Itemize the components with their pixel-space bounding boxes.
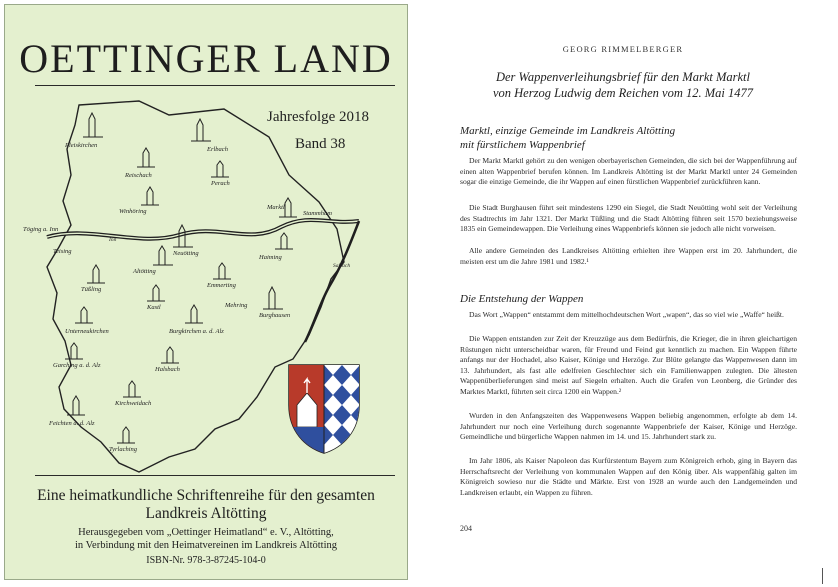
- paragraph: Im Jahr 1806, als Kaiser Napoleon das Kurfürstentum Bayern zum Königreich erhob, ging in Bayern das Herrschaftsrecht der Verleihung von kommunalen Wappen auf den König über. Als wappenfähig galten im Königreich sowieso nur die Städte und Märkte. Erst von 1928 an wurde auch den Landgemeinden und Landkreisen erlaubt, ein Wappen zu führen.: [460, 456, 797, 497]
- river-salzach: [305, 221, 359, 342]
- paragraph: Das Wort „Wappen“ entstammt dem mittelhochdeutschen Wort „wapen“, das so viel wie „Waffe“ heißt.: [469, 310, 784, 319]
- village-emmerting-icon: [213, 263, 231, 279]
- village-halsbach-icon: [161, 347, 179, 363]
- map-label: Neuötting: [173, 250, 199, 257]
- map-label: Reischach: [125, 172, 152, 179]
- village-unterneukirchen-icon: [75, 307, 93, 323]
- village-erlbach-icon: [191, 119, 211, 141]
- page-number: 204: [460, 524, 472, 533]
- gutter-mark: [822, 568, 823, 584]
- village-feichten-icon: [67, 396, 85, 415]
- village-reischach-icon: [137, 148, 155, 167]
- map-label: Tüßling: [81, 286, 102, 293]
- map-label: Emmerting: [207, 282, 236, 289]
- section-heading: mit fürstlichem Wappenbrief: [460, 139, 585, 151]
- paragraph: Alle andere Gemeinden des Landkreises Altötting erhielten ihre Wappen erst im 20. Jahrhundert, die meisten erst um die Jahre 1981 und 1982.¹: [460, 246, 797, 266]
- cover-subtitle: Eine heimatkundliche Schriftenreihe für den gesamten: [37, 487, 375, 504]
- map-label: Burghausen: [259, 312, 291, 319]
- section-heading: Die Entstehung der Wappen: [460, 293, 584, 305]
- map-label: Salzach: [333, 263, 351, 269]
- publisher-line: Herausgegeben vom „Oettinger Heimatland“ e. V., Altötting,: [78, 527, 334, 538]
- district-map: [19, 97, 389, 489]
- map-label: Teising: [53, 248, 72, 255]
- village-perach-icon: [211, 161, 229, 177]
- article-title: Der Wappenverleihungsbrief für den Markt Marktl: [495, 70, 750, 84]
- village-burgkirchen-icon: [185, 305, 203, 323]
- river-inn: [47, 220, 359, 239]
- map-label: Töging a. Inn: [23, 226, 59, 233]
- village-altoetting-icon: [153, 246, 173, 265]
- map-label: Feichten a. d. Alz: [49, 420, 95, 427]
- article-author: GEORG RIMMELBERGER: [562, 44, 684, 54]
- village-haiming-icon: [275, 233, 293, 249]
- village-kirchweidach-icon: [123, 381, 141, 397]
- map-label: Haiming: [259, 254, 282, 261]
- map-label: Inn: [109, 237, 117, 243]
- map-label: Kirchweidach: [115, 400, 152, 407]
- series-volume: Band 38: [295, 136, 346, 152]
- map-label: Tyrlaching: [109, 446, 138, 453]
- map-label: Perach: [211, 180, 230, 187]
- paragraph: Die Stadt Burghausen führt seit mindestens 1290 ein Siegel, die Stadt Neuötting wohl seit der Verleihung des Stadtrechts im Jahr 1321. Der Markt Tüßling und die Stadt Altötting führen seit 1570 beziehungsweise 1835 ein Gemeindewappen. Die Verleihung eines Wappenbriefs können sie jedoch alle nicht vorweisen.: [460, 203, 797, 233]
- isbn: ISBN-Nr. 978-3-87245-104-0: [146, 555, 266, 566]
- map-label: Pleiskirchen: [65, 142, 98, 149]
- map-label: Burgkirchen a. d. Alz: [169, 328, 224, 335]
- map-label: Garching a. d. Alz: [53, 362, 101, 369]
- village-pleiskirchen-icon: [83, 113, 103, 137]
- book-cover: [4, 4, 408, 580]
- map-label: Unterneukirchen: [65, 328, 109, 335]
- cover-title: OETTINGER LAND: [19, 36, 393, 81]
- village-burghausen-icon: [263, 287, 283, 309]
- article-title: von Herzog Ludwig dem Reichen vom 12. Mai 1477: [492, 86, 754, 100]
- village-kastl-icon: [147, 285, 165, 301]
- paragraph: Der Markt Marktl gehört zu den wenigen oberbayerischen Gemeinden, die sich bei der Wappenführung auf einen alten Wappenbrief berufen können. Im Landkreis Altötting ist der Markt Marktl unter 24 Gemeinden sogar die einzige Gemeinde, die ihr Wappen auf einen fürstlichen Wappenbrief zurückführen kann.: [460, 156, 797, 186]
- paragraph: Wurden in den Anfangszeiten des Wappenwesens Wappen beliebig angenommen, erfolgte ab dem 14. Jahrhundert nur noch eine Verleihung durch sogenannte Wappenbriefe der Kaiser, Könige und Herzöge. Gemeindliche und bürgerliche Wappen nahmen im 14. und 15. Jahrhundert stark zu.: [460, 411, 797, 441]
- map-label: Marktl: [267, 204, 285, 211]
- map-label: Stammham: [303, 210, 332, 217]
- village-tyrlaching-icon: [117, 427, 135, 443]
- village-winhoering-icon: [141, 187, 159, 205]
- cover-divider-top: [35, 85, 395, 86]
- cover-subtitle: Landkreis Altötting: [145, 505, 267, 522]
- paragraph: Die Wappen entstanden zur Zeit der Kreuzzüge aus dem Bedürfnis, die Krieger, die in ihren gleichartigen Rüstungen nicht unterscheidbar waren, für Freund und Feind gut kenntlich zu machen. Ein Wappen führte anfangs nur der Hochadel, also Kaiser, Könige und Herzöge. Zur Blüte gelangte das Wappenwesen dann im 13. Jahrhundert, als fast alle edelfreien Geschlechter sich ein Familienwappen zulegten. Die ältesten Wappenüberlieferungen sind meist auf Siegeln erhalten. Auch die Grafen von Leonberg, die Gründer des Marktes Marktl, führten seit circa 1200 ein Wappen.²: [460, 334, 797, 396]
- map-label: Halsbach: [155, 366, 180, 373]
- coat-of-arms-icon: [289, 365, 359, 455]
- map-label: Altötting: [133, 268, 156, 275]
- section-heading: Marktl, einzige Gemeinde im Landkreis Altötting: [460, 125, 676, 137]
- series-year: Jahresfolge 2018: [267, 109, 370, 125]
- map-label: Erlbach: [207, 146, 228, 153]
- map-label: Mehring: [225, 302, 248, 309]
- village-tuessling-icon: [87, 265, 105, 283]
- publisher-line: in Verbindung mit den Heimatvereinen im Landkreis Altötting: [75, 540, 337, 551]
- map-label: Winhöring: [119, 208, 147, 215]
- article-page: [412, 4, 834, 580]
- map-label: Kastl: [147, 304, 161, 311]
- cover-divider-bottom: [35, 475, 395, 476]
